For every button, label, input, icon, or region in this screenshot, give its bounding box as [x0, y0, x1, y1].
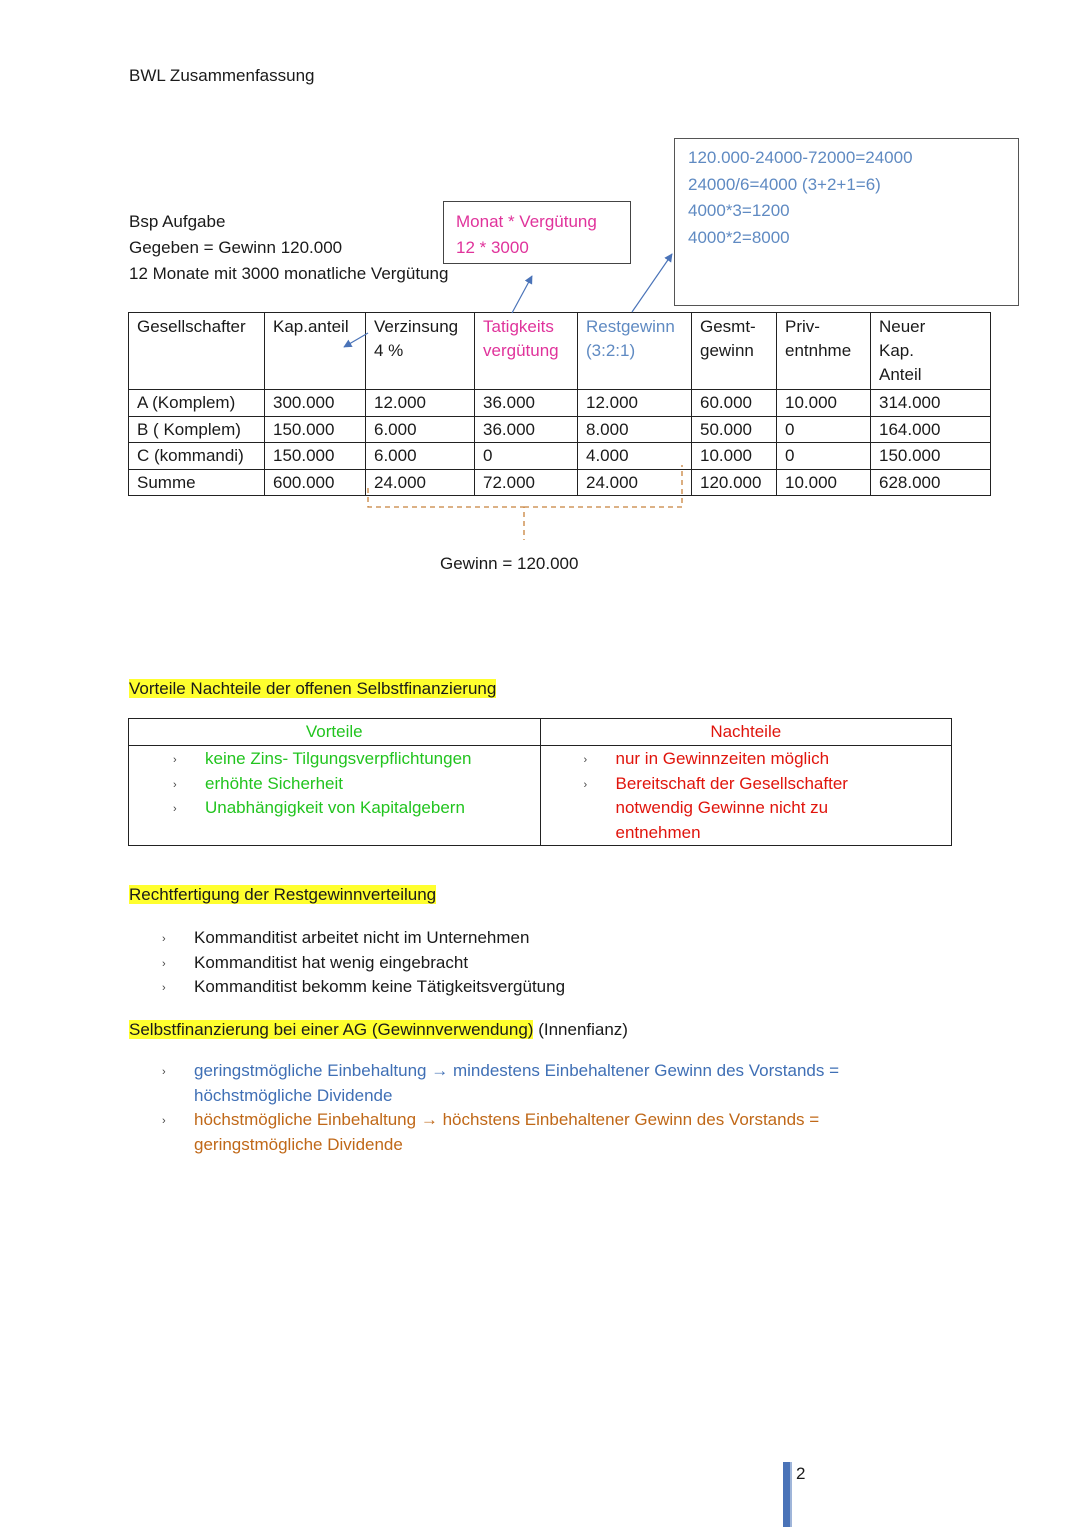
arrow-to-blue-note: [632, 254, 672, 312]
table-cell: 314.000: [871, 390, 991, 417]
chevron-right-icon: ›: [583, 778, 588, 791]
table-cell: 24.000: [578, 469, 692, 496]
chevron-right-icon: ›: [162, 1066, 166, 1078]
table-cell: 10.000: [777, 469, 871, 496]
example-months: 12 Monate mit 3000 monatliche Vergütung: [129, 264, 449, 283]
col-header: Restgewinn (3:2:1): [578, 313, 692, 390]
page-number-bar: [783, 1462, 792, 1527]
table-cell: 12.000: [366, 390, 475, 417]
list-item: › Kommanditist arbeitet nicht im Unternehmen: [194, 926, 565, 951]
table-cell: 150.000: [265, 443, 366, 470]
table-cell: 0: [777, 416, 871, 443]
table-cell: A (Komplem): [129, 390, 265, 417]
note-pink-line: 12 * 3000: [456, 238, 529, 257]
profit-total-label: Gewinn = 120.000: [440, 554, 579, 573]
page-number: 2: [796, 1464, 806, 1483]
table-cell: 6.000: [366, 443, 475, 470]
pros-cell: [129, 746, 541, 846]
table-cell: 0: [777, 443, 871, 470]
pros-cons-table: [128, 718, 952, 846]
table-cell: 628.000: [871, 469, 991, 496]
table-cell: C (kommandi): [129, 443, 265, 470]
arrow-to-kapanteil: [344, 333, 368, 347]
table-cell: B ( Komplem): [129, 416, 265, 443]
note-blue-line: 4000*3=1200: [688, 201, 790, 220]
table-cell: 8.000: [578, 416, 692, 443]
list-item: › nur in Gewinnzeiten möglich: [616, 747, 906, 772]
list-item: › Kommanditist bekomm keine Tätigkeitsvergütung: [194, 975, 565, 1000]
table-cell: 300.000: [265, 390, 366, 417]
table-cell: 4.000: [578, 443, 692, 470]
section-title-ag: Selbstfinanzierung bei einer AG (Gewinnverwendung) (Innenfianz): [129, 1020, 628, 1039]
pros-cons-body-row: [129, 746, 952, 846]
pros-header: Vorteile: [129, 719, 541, 746]
table-cell: 36.000: [475, 390, 578, 417]
col-header: Verzinsung 4 %: [366, 313, 475, 390]
table-cell: 164.000: [871, 416, 991, 443]
chevron-right-icon: ›: [162, 1115, 166, 1127]
list-item: › Unabhängigkeit von Kapitalgebern: [205, 796, 540, 821]
example-title: Bsp Aufgabe: [129, 212, 226, 231]
section-title-pros-cons: Vorteile Nachteile der offenen Selbstfinanzierung: [129, 679, 497, 698]
table-cell: 120.000: [692, 469, 777, 496]
cons-header: Nachteile: [540, 719, 952, 746]
table-cell: 60.000: [692, 390, 777, 417]
list-item: › Bereitschaft der Gesellschafter notwendig Gewinne nicht zu entnehmen: [583, 773, 848, 842]
list-item: › erhöhte Sicherheit: [205, 772, 540, 797]
table-cell: 10.000: [692, 443, 777, 470]
chevron-right-icon: ›: [162, 982, 166, 994]
list-item: › höchstmögliche Einbehaltung → höchstens Einbehaltener Gewinn des Vorstands = geringstmögliche Dividende: [162, 1110, 820, 1154]
table-cell: 50.000: [692, 416, 777, 443]
example-profit: Gegeben = Gewinn 120.000: [129, 238, 343, 257]
chevron-right-icon: ›: [583, 754, 588, 766]
table-cell: 150.000: [871, 443, 991, 470]
justification-list: [162, 926, 566, 1000]
note-pink-line: Monat * Vergütung: [456, 212, 597, 231]
table-cell: 36.000: [475, 416, 578, 443]
arrow-right-icon: →: [431, 1061, 449, 1080]
list-item: › Kommanditist hat wenig eingebracht: [194, 951, 565, 976]
ag-list: [162, 1059, 914, 1157]
col-header: Neuer Kap. Anteil: [871, 313, 991, 390]
table-cell: 6.000: [366, 416, 475, 443]
note-blue-line: 4000*2=8000: [688, 227, 790, 247]
table-cell: 24.000: [366, 469, 475, 496]
note-blue-line: 24000/6=4000 (3+2+1=6): [688, 174, 881, 194]
col-header: Kap.anteil: [265, 313, 366, 390]
cons-list: [541, 747, 906, 845]
col-header: Priv- entnhme: [777, 313, 871, 390]
chevron-right-icon: ›: [162, 933, 166, 945]
section-title-justification: Rechtfertigung der Restgewinnverteilung: [129, 885, 437, 904]
chevron-right-icon: ›: [173, 803, 177, 815]
pros-cons-header-row: [129, 719, 952, 746]
cons-cell: [540, 746, 952, 846]
note-blue-line: 120.000-24000-72000=24000: [688, 148, 913, 167]
page-header: BWL Zusammenfassung: [129, 66, 315, 85]
table-cell: 150.000: [265, 416, 366, 443]
col-header: Gesmt- gewinn: [692, 313, 777, 390]
table-cell: 0: [475, 443, 578, 470]
chevron-right-icon: ›: [162, 957, 166, 970]
arrow-to-pink-note: [512, 276, 532, 313]
chevron-right-icon: ›: [173, 754, 177, 766]
table-cell: 10.000: [777, 390, 871, 417]
arrow-right-icon: →: [420, 1110, 438, 1129]
table-cell: 12.000: [578, 390, 692, 417]
chevron-right-icon: ›: [173, 778, 177, 791]
table-cell: 600.000: [265, 469, 366, 496]
col-header: Gesellschafter: [129, 313, 265, 390]
table-cell: Summe: [129, 469, 265, 496]
pros-list: [129, 747, 540, 821]
list-item: › geringstmögliche Einbehaltung → mindestens Einbehaltener Gewinn des Vorstands = höchstmögliche Dividende: [162, 1061, 840, 1105]
col-header: Tatigkeits vergütung: [475, 313, 578, 390]
table-cell: 72.000: [475, 469, 578, 496]
sum-brace: [368, 465, 682, 540]
list-item: › keine Zins- Tilgungsverpflichtungen: [205, 747, 540, 772]
